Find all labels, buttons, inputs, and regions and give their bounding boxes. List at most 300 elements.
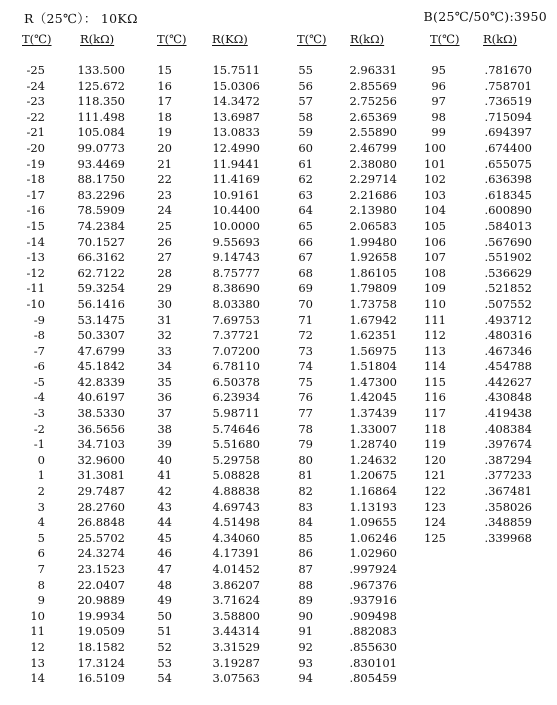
temperature-cell: 55 bbox=[298, 63, 313, 77]
table-row bbox=[0, 500, 557, 516]
temperature-cell: 117 bbox=[424, 406, 446, 421]
resistance-cell: 66.3162 bbox=[77, 250, 125, 265]
temperature-cell: 104 bbox=[424, 203, 446, 218]
resistance-cell: 8.75777 bbox=[212, 265, 260, 280]
resistance-cell: 7.69753 bbox=[212, 312, 260, 327]
temperature-cell: 28 bbox=[157, 265, 172, 280]
temperature-cell: 37 bbox=[157, 406, 172, 421]
resistance-cell: 36.5656 bbox=[77, 421, 125, 436]
temperature-cell: 33 bbox=[157, 343, 172, 358]
temperature-cell: 45 bbox=[157, 530, 172, 545]
temperature-cell: 42 bbox=[157, 484, 172, 499]
resistance-spec: R（25℃）： 10KΩ bbox=[24, 11, 138, 26]
resistance-cell: 3.31529 bbox=[212, 639, 260, 654]
resistance-cell: 8.38690 bbox=[212, 281, 260, 296]
resistance-cell: 14.3472 bbox=[212, 94, 260, 109]
resistance-cell: 70.1527 bbox=[77, 234, 125, 249]
table-row bbox=[0, 250, 557, 266]
temperature-cell: 30 bbox=[157, 296, 172, 311]
temperature-cell: -10 bbox=[26, 296, 45, 311]
temperature-cell: 91 bbox=[298, 624, 313, 639]
table-row bbox=[0, 437, 557, 453]
resistance-cell: .454788 bbox=[484, 359, 532, 374]
temperature-cell: 116 bbox=[424, 390, 446, 405]
temperature-cell: 61 bbox=[298, 156, 313, 171]
resistance-cell: 2.38080 bbox=[349, 156, 397, 171]
resistance-cell: 31.3081 bbox=[77, 468, 125, 483]
resistance-cell: 10.0000 bbox=[212, 218, 260, 233]
temperature-cell: 79 bbox=[298, 437, 313, 452]
table-row bbox=[0, 593, 557, 609]
resistance-cell: .618345 bbox=[484, 187, 532, 202]
temperature-cell: 118 bbox=[424, 421, 446, 436]
table-row bbox=[0, 406, 557, 422]
temperature-cell: 27 bbox=[157, 250, 172, 265]
resistance-cell: 29.7487 bbox=[77, 484, 125, 499]
temperature-cell: -3 bbox=[33, 406, 45, 421]
resistance-cell: .377233 bbox=[484, 468, 532, 483]
temperature-cell: 94 bbox=[298, 671, 313, 686]
resistance-cell: .855630 bbox=[349, 639, 397, 654]
resistance-cell: 74.2384 bbox=[77, 218, 125, 233]
temperature-cell: 16 bbox=[157, 78, 172, 93]
temperature-cell: 97 bbox=[431, 94, 446, 109]
temperature-cell: -2 bbox=[33, 421, 45, 436]
temperature-cell: 115 bbox=[424, 374, 446, 389]
temperature-cell: 100 bbox=[424, 140, 446, 155]
temperature-cell: 17 bbox=[157, 94, 172, 109]
temperature-cell: -19 bbox=[26, 156, 45, 171]
temperature-cell: 63 bbox=[298, 187, 313, 202]
temperature-cell: 73 bbox=[298, 343, 313, 358]
temperature-cell: 23 bbox=[157, 187, 172, 202]
resistance-cell: 1.67942 bbox=[349, 312, 397, 327]
table-row bbox=[0, 203, 557, 219]
temperature-cell: 72 bbox=[298, 328, 313, 343]
temperature-cell: 0 bbox=[37, 452, 45, 467]
resistance-cell: .467346 bbox=[484, 343, 532, 358]
resistance-cell: 3.71624 bbox=[212, 593, 260, 608]
resistance-cell: 1.42045 bbox=[349, 390, 397, 405]
temperature-cell: 109 bbox=[424, 281, 446, 296]
temperature-cell: 5 bbox=[37, 530, 45, 545]
resistance-cell: 26.8848 bbox=[77, 515, 125, 530]
resistance-cell: 15.0306 bbox=[212, 78, 260, 93]
resistance-cell: 1.86105 bbox=[349, 265, 397, 280]
resistance-cell: 1.62351 bbox=[349, 328, 397, 343]
temperature-cell: 15 bbox=[157, 63, 172, 77]
resistance-cell: 5.51680 bbox=[212, 437, 260, 452]
temperature-cell: 14 bbox=[30, 671, 45, 686]
resistance-cell: 7.37721 bbox=[212, 328, 260, 343]
table-row bbox=[0, 453, 557, 469]
resistance-cell: .367481 bbox=[484, 484, 532, 499]
temperature-cell: 110 bbox=[424, 296, 446, 311]
resistance-cell: 4.51498 bbox=[212, 515, 260, 530]
resistance-cell: 5.74646 bbox=[212, 421, 260, 436]
resistance-cell: 99.0773 bbox=[77, 140, 125, 155]
resistance-cell: 3.07563 bbox=[212, 671, 260, 686]
resistance-cell: 9.14743 bbox=[212, 250, 260, 265]
temperature-cell: 125 bbox=[424, 530, 446, 545]
resistance-cell: .674400 bbox=[484, 140, 532, 155]
resistance-cell: 2.75256 bbox=[349, 94, 397, 109]
resistance-cell: 5.29758 bbox=[212, 452, 260, 467]
resistance-cell: .567690 bbox=[484, 234, 532, 249]
resistance-cell: .882083 bbox=[349, 624, 397, 639]
temperature-cell: 124 bbox=[424, 515, 446, 530]
temperature-cell: 31 bbox=[157, 312, 172, 327]
resistance-cell: 11.4169 bbox=[212, 172, 260, 187]
resistance-header: R(kΩ) bbox=[483, 32, 518, 46]
resistance-cell: .655075 bbox=[484, 156, 532, 171]
temperature-cell: 11 bbox=[30, 624, 45, 639]
temperature-cell: 86 bbox=[298, 546, 313, 561]
temperature-cell: 112 bbox=[424, 328, 446, 343]
temperature-cell: 52 bbox=[157, 639, 172, 654]
resistance-cell: 88.1750 bbox=[77, 172, 125, 187]
resistance-cell: 3.58800 bbox=[212, 608, 260, 623]
temperature-cell: 8 bbox=[37, 577, 45, 592]
table-row bbox=[0, 468, 557, 484]
resistance-cell: .736519 bbox=[484, 94, 532, 109]
resistance-cell: 2.06583 bbox=[349, 218, 397, 233]
temperature-cell: -17 bbox=[26, 187, 45, 202]
temperature-cell: 9 bbox=[37, 593, 45, 608]
table-row bbox=[0, 328, 557, 344]
resistance-cell: 2.46799 bbox=[349, 140, 397, 155]
b-value-spec: B(25℃/50℃):3950 bbox=[423, 9, 547, 24]
resistance-cell: 28.2760 bbox=[77, 499, 125, 514]
resistance-cell: 5.08828 bbox=[212, 468, 260, 483]
temperature-cell: 25 bbox=[157, 218, 172, 233]
table-row bbox=[0, 562, 557, 578]
resistance-cell: 1.37439 bbox=[349, 406, 397, 421]
table-row bbox=[0, 515, 557, 531]
temperature-cell: 38 bbox=[157, 421, 172, 436]
resistance-cell: 1.73758 bbox=[349, 296, 397, 311]
resistance-cell: .584013 bbox=[484, 218, 532, 233]
temperature-cell: 80 bbox=[298, 452, 313, 467]
resistance-cell: .348859 bbox=[484, 515, 532, 530]
resistance-cell: 8.03380 bbox=[212, 296, 260, 311]
temperature-cell: 41 bbox=[157, 468, 172, 483]
temperature-cell: 92 bbox=[298, 639, 313, 654]
temperature-cell: 57 bbox=[298, 94, 313, 109]
temperature-cell: 83 bbox=[298, 499, 313, 514]
table-row bbox=[0, 375, 557, 391]
table-row bbox=[0, 578, 557, 594]
resistance-cell: 93.4469 bbox=[77, 156, 125, 171]
temperature-cell: -7 bbox=[33, 343, 45, 358]
resistance-cell: 59.3254 bbox=[77, 281, 125, 296]
temperature-cell: 85 bbox=[298, 530, 313, 545]
temperature-cell: 74 bbox=[298, 359, 313, 374]
resistance-cell: 2.96331 bbox=[349, 63, 397, 77]
resistance-cell: .480316 bbox=[484, 328, 532, 343]
resistance-cell: 34.7103 bbox=[77, 437, 125, 452]
resistance-cell: 2.13980 bbox=[349, 203, 397, 218]
resistance-cell: 6.78110 bbox=[212, 359, 260, 374]
resistance-cell: 4.34060 bbox=[212, 530, 260, 545]
resistance-cell: 1.16864 bbox=[349, 484, 397, 499]
temperature-cell: 108 bbox=[424, 265, 446, 280]
temperature-cell: 114 bbox=[424, 359, 446, 374]
table-row bbox=[0, 671, 557, 687]
table-row bbox=[0, 390, 557, 406]
temperature-cell: 75 bbox=[298, 374, 313, 389]
temperature-cell: -5 bbox=[33, 374, 45, 389]
resistance-cell: 1.79809 bbox=[349, 281, 397, 296]
table-row bbox=[0, 624, 557, 640]
temperature-cell: 18 bbox=[157, 109, 172, 124]
temperature-cell: -6 bbox=[33, 359, 45, 374]
resistance-cell: 10.4400 bbox=[212, 203, 260, 218]
temperature-cell: 46 bbox=[157, 546, 172, 561]
temperature-cell: 102 bbox=[424, 172, 446, 187]
resistance-header: R(kΩ) bbox=[350, 32, 385, 46]
resistance-cell: 24.3274 bbox=[77, 546, 125, 561]
resistance-cell: 3.86207 bbox=[212, 577, 260, 592]
temperature-cell: 39 bbox=[157, 437, 172, 452]
temperature-cell: -8 bbox=[33, 328, 45, 343]
resistance-cell: 18.1582 bbox=[77, 639, 125, 654]
resistance-cell: 10.9161 bbox=[212, 187, 260, 202]
table-row bbox=[0, 297, 557, 313]
temperature-cell: 87 bbox=[298, 562, 313, 576]
table-row bbox=[0, 110, 557, 126]
temperature-cell: 121 bbox=[424, 468, 446, 483]
resistance-cell: 50.3307 bbox=[77, 328, 125, 343]
table-row bbox=[0, 422, 557, 438]
resistance-cell: 25.5702 bbox=[77, 530, 125, 545]
temperature-cell: 119 bbox=[424, 437, 446, 452]
table-row bbox=[0, 281, 557, 297]
resistance-cell: .715094 bbox=[484, 109, 532, 124]
temperature-cell: -25 bbox=[26, 63, 45, 77]
resistance-cell: .600890 bbox=[484, 203, 532, 218]
resistance-cell: 1.99480 bbox=[349, 234, 397, 249]
resistance-cell: .636398 bbox=[484, 172, 532, 187]
resistance-cell: 4.17391 bbox=[212, 546, 260, 561]
resistance-cell: .387294 bbox=[484, 452, 532, 467]
temperature-cell: -1 bbox=[33, 437, 45, 452]
temperature-cell: 67 bbox=[298, 250, 313, 265]
resistance-cell: .430848 bbox=[484, 390, 532, 405]
temperature-cell: 101 bbox=[424, 156, 446, 171]
table-row bbox=[0, 172, 557, 188]
temperature-cell: 12 bbox=[30, 639, 45, 654]
temperature-cell: 56 bbox=[298, 78, 313, 93]
temperature-cell: 98 bbox=[431, 109, 446, 124]
temperature-cell: 10 bbox=[30, 608, 45, 623]
resistance-cell: .909498 bbox=[349, 608, 397, 623]
resistance-cell: .997924 bbox=[349, 562, 397, 576]
temperature-cell: 77 bbox=[298, 406, 313, 421]
temperature-cell: 70 bbox=[298, 296, 313, 311]
temperature-cell: -9 bbox=[33, 312, 45, 327]
temperature-cell: 50 bbox=[157, 608, 172, 623]
resistance-cell: 2.29714 bbox=[349, 172, 397, 187]
resistance-cell: .521852 bbox=[484, 281, 532, 296]
resistance-cell: 45.1842 bbox=[77, 359, 125, 374]
resistance-cell: 11.9441 bbox=[212, 156, 260, 171]
table-row bbox=[0, 157, 557, 173]
temperature-cell: -20 bbox=[26, 140, 45, 155]
temperature-cell: 105 bbox=[424, 218, 446, 233]
resistance-cell: .937916 bbox=[349, 593, 397, 608]
resistance-cell: .419438 bbox=[484, 406, 532, 421]
table-column-group bbox=[0, 63, 557, 546]
resistance-cell: 19.9934 bbox=[77, 608, 125, 623]
temperature-cell: 51 bbox=[157, 624, 172, 639]
temperature-cell: 2 bbox=[37, 484, 45, 499]
temperature-cell: 64 bbox=[298, 203, 313, 218]
resistance-cell: 9.55693 bbox=[212, 234, 260, 249]
resistance-cell: .805459 bbox=[349, 671, 397, 686]
table-row bbox=[0, 484, 557, 500]
resistance-cell: 2.21686 bbox=[349, 187, 397, 202]
resistance-cell: 47.6799 bbox=[77, 343, 125, 358]
resistance-cell: 4.01452 bbox=[212, 562, 260, 576]
temperature-cell: 22 bbox=[157, 172, 172, 187]
resistance-cell: 16.5109 bbox=[77, 671, 125, 686]
resistance-header: R(kΩ) bbox=[80, 32, 115, 46]
table-row bbox=[0, 125, 557, 141]
resistance-cell: 6.50378 bbox=[212, 374, 260, 389]
table-row bbox=[0, 219, 557, 235]
temperature-cell: -11 bbox=[26, 281, 45, 296]
temperature-cell: 123 bbox=[424, 499, 446, 514]
temperature-cell: 1 bbox=[37, 468, 45, 483]
resistance-cell: 53.1475 bbox=[77, 312, 125, 327]
resistance-cell: 13.0833 bbox=[212, 125, 260, 140]
temperature-cell: 29 bbox=[157, 281, 172, 296]
resistance-cell: 1.20675 bbox=[349, 468, 397, 483]
resistance-cell: 40.6197 bbox=[77, 390, 125, 405]
table-row bbox=[0, 344, 557, 360]
resistance-cell: 1.13193 bbox=[349, 499, 397, 514]
temperature-cell: 3 bbox=[37, 499, 45, 514]
temperature-cell: -13 bbox=[26, 250, 45, 265]
temperature-cell: 60 bbox=[298, 140, 313, 155]
temperature-cell: 66 bbox=[298, 234, 313, 249]
resistance-cell: 56.1416 bbox=[77, 296, 125, 311]
temperature-cell: 78 bbox=[298, 421, 313, 436]
resistance-cell: 118.350 bbox=[77, 94, 125, 109]
resistance-cell: 23.1523 bbox=[77, 562, 125, 576]
resistance-cell: .358026 bbox=[484, 499, 532, 514]
resistance-cell: 105.084 bbox=[77, 125, 125, 140]
resistance-cell: 1.47300 bbox=[349, 374, 397, 389]
table-row bbox=[0, 313, 557, 329]
temperature-cell: 43 bbox=[157, 499, 172, 514]
temperature-cell: 53 bbox=[157, 655, 172, 670]
temperature-cell: -4 bbox=[33, 390, 45, 405]
temperature-cell: 20 bbox=[157, 140, 172, 155]
resistance-cell: 2.85569 bbox=[349, 78, 397, 93]
resistance-cell: 83.2296 bbox=[77, 187, 125, 202]
table-row bbox=[0, 188, 557, 204]
temperature-cell: 93 bbox=[298, 655, 313, 670]
resistance-cell: .830101 bbox=[349, 655, 397, 670]
resistance-cell: .442627 bbox=[484, 374, 532, 389]
temperature-cell: 35 bbox=[157, 374, 172, 389]
temperature-cell: 81 bbox=[298, 468, 313, 483]
resistance-cell: .967376 bbox=[349, 577, 397, 592]
resistance-cell: .507552 bbox=[484, 296, 532, 311]
resistance-cell: 1.51804 bbox=[349, 359, 397, 374]
table-row bbox=[0, 531, 557, 547]
resistance-cell: 5.98711 bbox=[212, 406, 260, 421]
resistance-cell: 4.69743 bbox=[212, 499, 260, 514]
table-row bbox=[0, 609, 557, 625]
resistance-cell: .536629 bbox=[484, 265, 532, 280]
resistance-cell: .758701 bbox=[484, 78, 532, 93]
temperature-cell: 34 bbox=[157, 359, 172, 374]
temperature-cell: 120 bbox=[424, 452, 446, 467]
temperature-cell: 48 bbox=[157, 577, 172, 592]
resistance-cell: .493712 bbox=[484, 312, 532, 327]
temperature-cell: -22 bbox=[26, 109, 45, 124]
resistance-cell: 125.672 bbox=[77, 78, 125, 93]
temperature-cell: 106 bbox=[424, 234, 446, 249]
temperature-cell: 99 bbox=[431, 125, 446, 140]
temperature-cell: 24 bbox=[157, 203, 172, 218]
resistance-cell: 32.9600 bbox=[77, 452, 125, 467]
temperature-cell: 32 bbox=[157, 328, 172, 343]
table-row bbox=[0, 141, 557, 157]
resistance-cell: .397674 bbox=[484, 437, 532, 452]
temperature-cell: 84 bbox=[298, 515, 313, 530]
temperature-cell: -12 bbox=[26, 265, 45, 280]
temperature-cell: 89 bbox=[298, 593, 313, 608]
resistance-cell: 1.56975 bbox=[349, 343, 397, 358]
temperature-cell: -21 bbox=[26, 125, 45, 140]
temperature-cell: 95 bbox=[431, 63, 446, 77]
temperature-cell: 107 bbox=[424, 250, 446, 265]
temperature-cell: -14 bbox=[26, 234, 45, 249]
resistance-cell: 2.55890 bbox=[349, 125, 397, 140]
resistance-cell: 78.5909 bbox=[77, 203, 125, 218]
temperature-cell: 96 bbox=[431, 78, 446, 93]
resistance-cell: 1.28740 bbox=[349, 437, 397, 452]
temperature-cell: 122 bbox=[424, 484, 446, 499]
temperature-cell: -24 bbox=[26, 78, 45, 93]
temperature-cell: 88 bbox=[298, 577, 313, 592]
temperature-cell: 113 bbox=[424, 343, 446, 358]
resistance-cell: 19.0509 bbox=[77, 624, 125, 639]
temperature-header: T(℃) bbox=[22, 32, 52, 46]
temperature-cell: 103 bbox=[424, 187, 446, 202]
resistance-cell: 133.500 bbox=[77, 63, 125, 77]
resistance-cell: 2.65369 bbox=[349, 109, 397, 124]
temperature-cell: 49 bbox=[157, 593, 172, 608]
resistance-cell: 22.0407 bbox=[77, 577, 125, 592]
resistance-cell: 1.33007 bbox=[349, 421, 397, 436]
temperature-cell: 47 bbox=[157, 562, 172, 576]
resistance-cell: 111.498 bbox=[77, 109, 125, 124]
resistance-cell: 1.06246 bbox=[349, 530, 397, 545]
resistance-cell: 17.3124 bbox=[77, 655, 125, 670]
resistance-cell: 12.4990 bbox=[212, 140, 260, 155]
resistance-header: R(KΩ) bbox=[212, 32, 248, 46]
temperature-cell: 26 bbox=[157, 234, 172, 249]
temperature-cell: 71 bbox=[298, 312, 313, 327]
temperature-cell: -15 bbox=[26, 218, 45, 233]
temperature-header: T(℃) bbox=[297, 32, 327, 46]
temperature-header: T(℃) bbox=[430, 32, 460, 46]
